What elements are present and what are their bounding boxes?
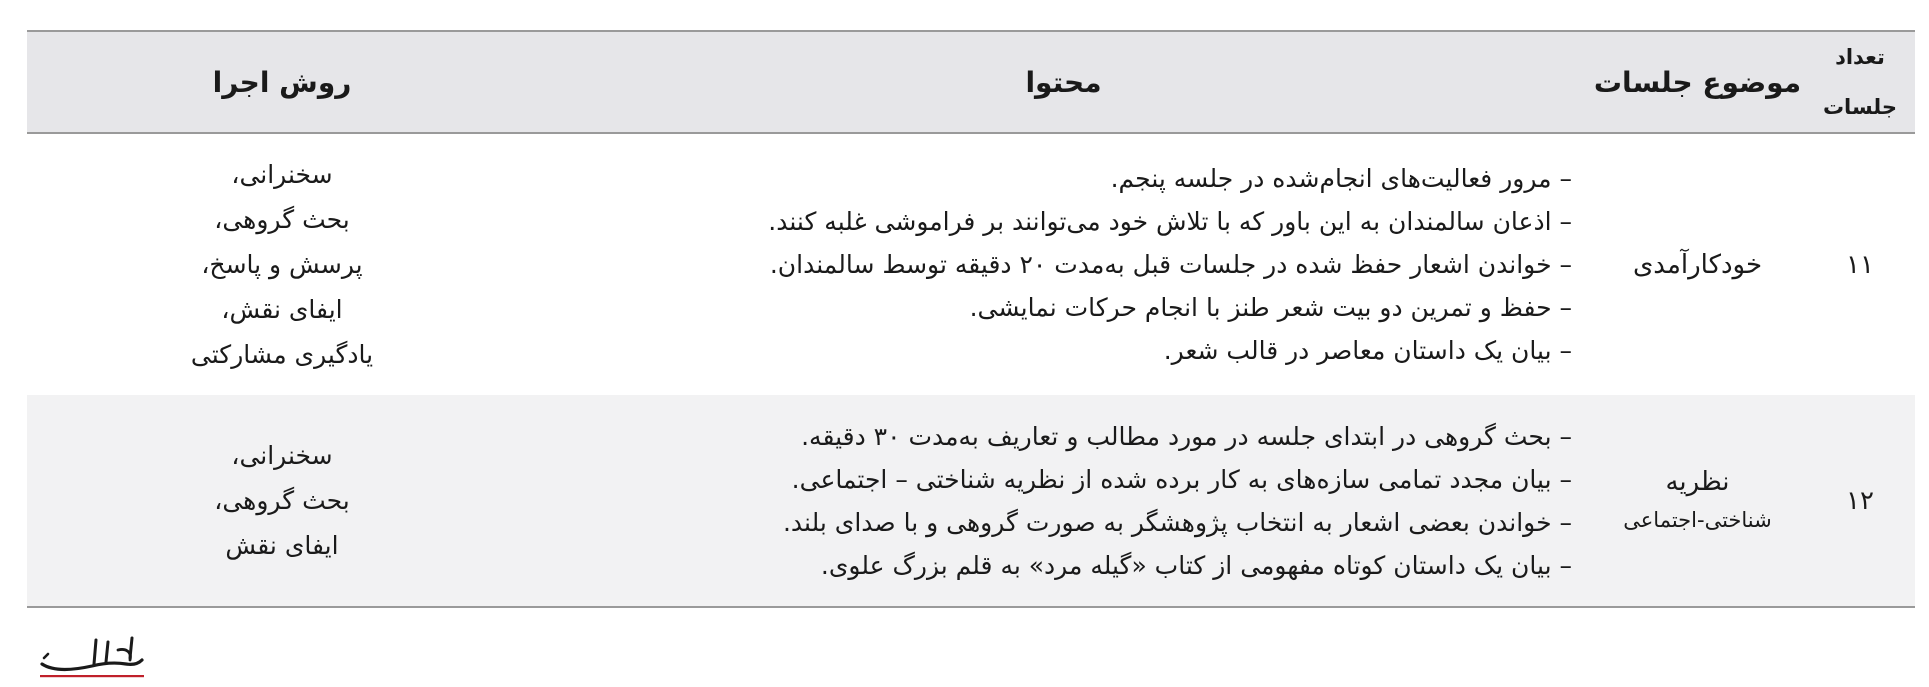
session-count: ۱۲ xyxy=(1846,485,1874,516)
table-header-row xyxy=(27,31,1915,133)
session-topic-subtitle: شناختی-اجتماعی xyxy=(1623,507,1772,532)
content-item: – اذعان سالمندان به این باور که با تلاش خود می‌توانند بر فراموشی غلبه کنند. xyxy=(537,200,1572,243)
row-topic-cell xyxy=(1590,133,1805,395)
method-item: بحث گروهی، xyxy=(214,205,350,234)
session-topic: خودکارآمدی xyxy=(1632,249,1763,280)
method-list xyxy=(27,152,537,377)
content-item: – بحث گروهی در ابتدای جلسه در مورد مطالب و تعاریف به‌مدت ۳۰ دقیقه. xyxy=(537,415,1572,458)
method-item: یادگیری مشارکتی xyxy=(190,340,374,369)
method-item: پرسش و پاسخ، xyxy=(201,250,363,279)
header-content: محتوا xyxy=(537,31,1590,133)
row-count-cell xyxy=(1805,133,1915,395)
row-method-cell xyxy=(27,395,537,607)
method-item: ایفای نقش، xyxy=(221,295,343,324)
row-topic-cell xyxy=(1590,395,1805,607)
header-topic: موضوع جلسات xyxy=(1590,31,1805,133)
table-row xyxy=(27,133,1915,395)
session-count: ۱۱ xyxy=(1846,249,1874,280)
row-content-cell xyxy=(537,395,1590,607)
content-item: – مرور فعالیت‌های انجام‌شده در جلسه پنجم. xyxy=(537,157,1572,200)
content-item: – بیان مجدد تمامی سازه‌های به کار برده شده از نظریه شناختی – اجتماعی. xyxy=(537,458,1572,501)
content-list xyxy=(537,157,1590,372)
content-list xyxy=(537,415,1590,587)
content-item: – خواندن بعضی اشعار به انتخاب پژوهشگر به صورت گروهی و با صدای بلند. xyxy=(537,501,1572,544)
method-item: سخنرانی، xyxy=(231,441,333,470)
content-item: – بیان یک داستان کوتاه مفهومی از کتاب «گیله مرد» به قلم بزرگ علوی. xyxy=(537,544,1572,587)
content-item: – خواندن اشعار حفظ شده در جلسات قبل به‌مدت ۲۰ دقیقه توسط سالمندان. xyxy=(537,243,1572,286)
content-item: – حفظ و تمرین دو بیت شعر طنز با انجام حرکات نمایشی. xyxy=(537,286,1572,329)
method-item: بحث گروهی، xyxy=(214,486,350,515)
method-list xyxy=(27,433,537,568)
row-count-cell xyxy=(1805,395,1915,607)
sessions-table xyxy=(27,30,1915,608)
row-content-cell xyxy=(537,133,1590,395)
method-item: ایفای نقش xyxy=(225,531,339,560)
row-method-cell xyxy=(27,133,537,395)
sessions-table-container xyxy=(27,30,1915,608)
table-row xyxy=(27,395,1915,607)
method-item: سخنرانی، xyxy=(231,160,333,189)
header-count: تعداد جلسات xyxy=(1805,31,1915,133)
session-topic: نظریه xyxy=(1665,466,1730,497)
content-item: – بیان یک داستان معاصر در قالب شعر. xyxy=(537,329,1572,372)
journal-logo xyxy=(34,628,149,680)
header-method: روش اجرا xyxy=(27,31,537,133)
